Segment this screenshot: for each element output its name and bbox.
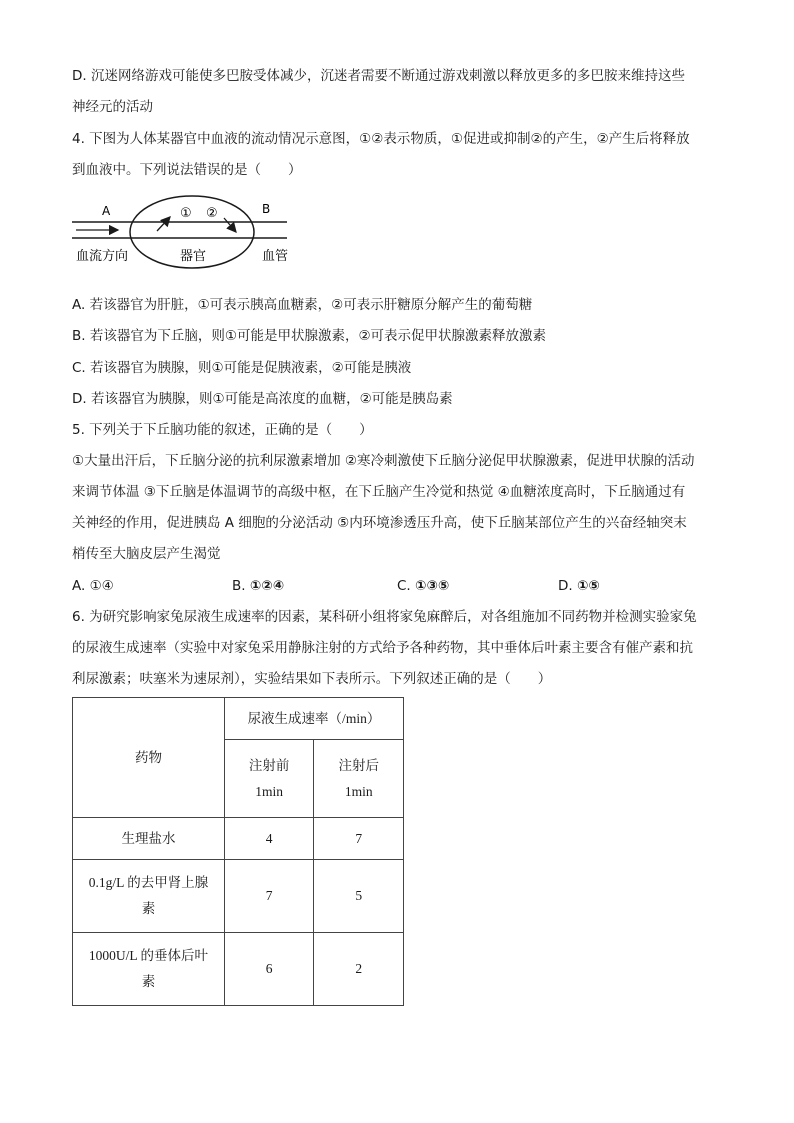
after-cell: 7	[314, 818, 404, 860]
question-5-option-d: D. ①⑤	[558, 578, 600, 594]
blood-flow-diagram	[72, 195, 302, 270]
drug-cell: 0.1g/L 的去甲肾上腺 素	[73, 860, 225, 933]
question-5-option-a: A. ①④	[72, 578, 114, 594]
option-d-prev-line2: 神经元的活动	[72, 99, 153, 115]
question-6-stem-line2: 的尿液生成速率（实验中对家兔采用静脉注射的方式给予各种药物，其中垂体后叶素主要含有催产素和抗	[72, 640, 693, 656]
label-a: A	[102, 204, 111, 218]
after-cell: 2	[314, 933, 404, 1006]
question-4-stem-line2: 到血液中。下列说法错误的是（ ）	[72, 162, 302, 178]
release-arrow-in	[157, 217, 170, 231]
question-4-option-c: C. 若该器官为胰腺，则①可能是促胰液素，②可能是胰液	[72, 360, 412, 376]
after-cell: 5	[314, 860, 404, 933]
before-cell: 4	[224, 818, 314, 860]
question-4-stem-line1: 4. 下图为人体某器官中血液的流动情况示意图，①②表示物质，①促进或抑制②的产生，②产生后将释放	[72, 131, 690, 147]
question-4-option-a: A. 若该器官为肝脏，①可表示胰高血糖素，②可表示肝糖原分解产生的葡萄糖	[72, 297, 533, 313]
question-5-option-c: C. ①③⑤	[397, 578, 450, 594]
label-b: B	[262, 202, 271, 216]
before-cell: 7	[224, 860, 314, 933]
before-cell: 6	[224, 933, 314, 1006]
header-before: 注射前 1min	[224, 740, 314, 818]
question-5-options	[72, 576, 732, 596]
question-4-option-b: B. 若该器官为下丘脑，则①可能是甲状腺激素，②可表示促甲状腺激素释放激素	[72, 328, 547, 344]
drug-cell: 1000U/L 的垂体后叶 素	[73, 933, 225, 1006]
option-d-prev-line1: D. 沉迷网络游戏可能使多巴胺受体减少，沉迷者需要不断通过游戏刺激以释放更多的多巴胺来维持这些	[72, 68, 685, 84]
table-row	[73, 818, 404, 860]
header-rate: 尿液生成速率（/min）	[224, 698, 403, 740]
label-vessel: 血管	[262, 249, 289, 264]
release-arrow-out	[224, 218, 236, 232]
header-drug: 药物	[73, 698, 225, 818]
table-row	[73, 860, 404, 933]
question-5-statement-line3: 关神经的作用，促进胰岛 A 细胞的分泌活动 ⑤内环境渗透压升高，使下丘脑某部位产生的兴奋经轴突末	[72, 515, 687, 531]
question-5-option-b: B. ①②④	[232, 578, 285, 594]
header-after: 注射后 1min	[314, 740, 404, 818]
mark-2: ②	[206, 206, 218, 221]
question-5-statement-line1: ①大量出汗后，下丘脑分泌的抗利尿激素增加 ②寒冷刺激使下丘脑分泌促甲状腺激素，促进甲状腺的活动	[72, 453, 695, 469]
drug-cell: 生理盐水	[73, 818, 225, 860]
question-5-stem: 5. 下列关于下丘脑功能的叙述，正确的是（ ）	[72, 422, 373, 438]
label-organ: 器官	[180, 249, 207, 264]
label-flow-direction: 血流方向	[76, 249, 129, 264]
table-row	[73, 933, 404, 1006]
question-6-stem-line3: 利尿激素；呋塞米为速尿剂），实验结果如下表所示。下列叙述正确的是（ ）	[72, 671, 552, 687]
urine-rate-table	[72, 697, 404, 1006]
question-6-stem-line1: 6. 为研究影响家兔尿液生成速率的因素，某科研小组将家兔麻醉后，对各组施加不同药物并检测实验家兔	[72, 609, 697, 625]
question-5-statement-line4: 梢传至大脑皮层产生渴觉	[72, 546, 221, 562]
question-5-statement-line2: 来调节体温 ③下丘脑是体温调节的高级中枢，在下丘脑产生冷觉和热觉 ④血糖浓度高时，下丘脑通过有	[72, 484, 686, 500]
question-4-option-d: D. 若该器官为胰腺，则①可能是高浓度的血糖，②可能是胰岛素	[72, 391, 453, 407]
mark-1: ①	[180, 206, 192, 221]
